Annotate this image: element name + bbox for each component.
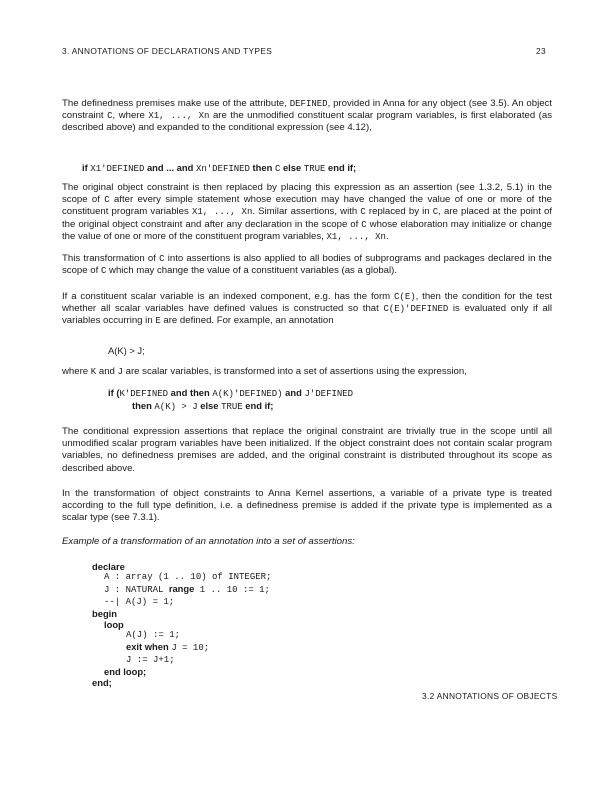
running-footer: 3.2 ANNOTATIONS OF OBJECTS [422, 691, 558, 701]
paragraph: The definedness premises make use of the attribute, DEFINED, provided in Anna for any object (see 3.5). An object constraint C, where X1, ..., Xn are the unmodified constituent scalar program variables, is first elaborated (as described above) and expanded to the conditional expression (see 4.12), [62, 98, 552, 134]
code-line: if X1'DEFINED and ... and Xn'DEFINED then C else TRUE end if; [82, 162, 357, 174]
example-code: declare A : array (1 .. 10) of INTEGER; J : NATURAL range 1 .. 10 := 1; --| A(J) = 1; begin loop A(J) := 1; exit when J = 10; J := J+1; end loop; end; [92, 561, 272, 689]
example-caption: Example of a transformation of an annotation into a set of assertions: [62, 536, 355, 547]
paragraph: The original object constraint is then replaced by placing this expression as an assertion (see 1.3.2, 5.1) in the scope of C after every simple statement whose execution may have changed the value of one or more of the constituent program variables X1, ..., Xn. Similar assertions, with C replaced by in C, are placed at the point of the original object constraint and after any declaration in the scope of C whose elaboration may initialize or change the value of one or more of the constituent program variables, X1, ..., Xn. [62, 182, 553, 242]
code-block: if (K'DEFINED and then A(K)'DEFINED) and J'DEFINED then A(K) > J else TRUE end if; [108, 387, 354, 413]
paragraph: If a constituent scalar variable is an indexed component, e.g. has the form C(E), then the condition for the test whether all scalar variables have defined values is constructed so that C(E)'DEFINED is evaluated only if all variables occurring in E are defined. For example, an annotation [62, 291, 553, 327]
page-number: 23 [536, 46, 546, 56]
paragraph: In the transformation of object constraints to Anna Kernel assertions, a variable of a private type is treated according to the full type definition, i.e. a definedness premise is added if the private type is implemented as a scalar type (see 7.3.1). [62, 488, 552, 524]
paragraph: This transformation of C into assertions is also applied to all bodies of subprograms and packages declared in the scope of C which may change the value of a constituent variables (as a global). [62, 253, 552, 277]
code-line: A(K) > J; [108, 345, 145, 356]
paragraph: where K and J are scalar variables, is transformed into a set of assertions using the expression, [62, 366, 467, 377]
paragraph: The conditional expression assertions that replace the original constraint are trivially true in the scope until all unmodified scalar program variables have been initialized. If the object constraint does not contain scalar program variables, no definedness premises are added, and the original constraint is distributed throughout its scope as described above. [62, 426, 552, 474]
running-header: 3. ANNOTATIONS OF DECLARATIONS AND TYPES [62, 46, 273, 56]
